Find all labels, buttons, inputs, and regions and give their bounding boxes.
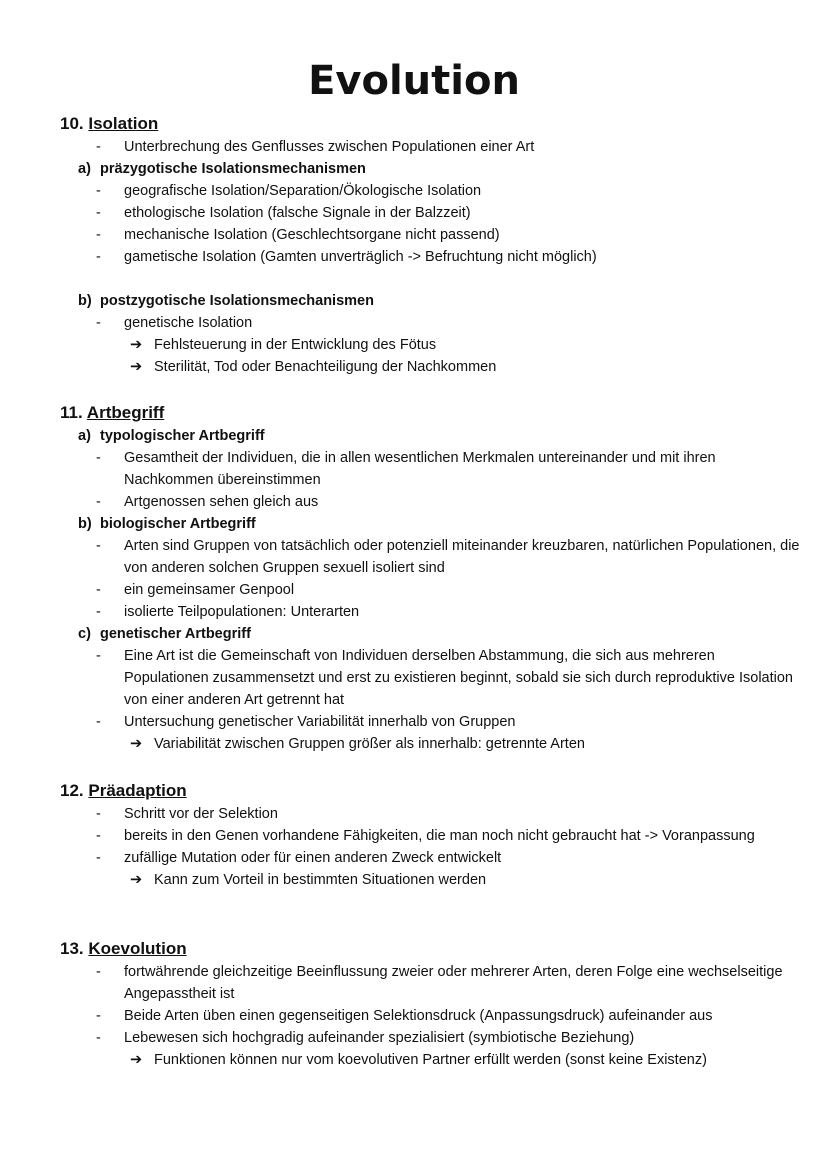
section-number: 10. [60, 114, 84, 133]
section-number: 11. [60, 403, 83, 422]
list-item: - Artgenossen sehen gleich aus [96, 494, 319, 510]
subsection-heading: b) biologischer Artbegriff [78, 516, 256, 532]
subsection-heading: c) genetischer Artbegriff [78, 626, 251, 642]
arrow-item: ➔ Fehlsteuerung in der Entwicklung des Fötus [154, 334, 800, 356]
list-item: - mechanische Isolation (Geschlechtsorgane nicht passend) [96, 227, 500, 243]
section-number: 12. [60, 781, 84, 800]
list-item: - geografische Isolation/Separation/Ökologische Isolation [96, 183, 482, 199]
section-name: Präadaption [88, 781, 187, 800]
section-number: 13. [60, 939, 84, 958]
list-item: - zufällige Mutation oder für einen anderen Zweck entwickelt [96, 850, 502, 866]
list-item: - fortwährende gleichzeitige Beeinflussung zweier oder mehrerer Arten, deren Folge eine wechselseitige Angepasstheit ist [96, 964, 783, 1002]
arrow-item: ➔ Funktionen können nur vom koevolutiven Partner erfüllt werden (sonst keine Existenz) [154, 1049, 800, 1071]
list-item: - Gesamtheit der Individuen, die in allen wesentlichen Merkmalen untereinander und mit ihren Nachkommen übereinstimmen [96, 450, 716, 488]
section-heading [60, 779, 800, 803]
section-isolation [60, 112, 800, 378]
list-item: - Lebewesen sich hochgradig aufeinander spezialisiert (symbiotische Beziehung) [96, 1030, 635, 1046]
list-item: - ein gemeinsamer Genpool [96, 582, 295, 598]
right-arrow-icon: ➔ [130, 337, 143, 353]
section-koevolution [60, 937, 800, 1071]
section-name: Artbegriff [86, 403, 165, 422]
page-title: Evolution [308, 58, 520, 104]
right-arrow-icon: ➔ [130, 872, 143, 888]
list-item: - Unterbrechung des Genflusses zwischen Populationen einer Art [96, 139, 535, 155]
list-item: - ethologische Isolation (falsche Signale in der Balzzeit) [96, 205, 471, 221]
list-item: - Untersuchung genetischer Variabilität innerhalb von Gruppen [96, 714, 516, 730]
list-item: - isolierte Teilpopulationen: Unterarten [96, 604, 360, 620]
subsection-heading: b) postzygotische Isolationsmechanismen [78, 293, 374, 309]
section-name: Isolation [88, 114, 159, 133]
list-item: - Eine Art ist die Gemeinschaft von Individuen derselben Abstammung, die sich aus mehreren Populationen zusammensetzt und erst zu existieren beginnt, sobald sie sich durch reproduktive Isolation von einer anderen Art getrennt hat [96, 648, 793, 708]
subsection-heading: a) präzygotische Isolationsmechanismen [78, 161, 366, 177]
section-praeadaption [60, 779, 800, 891]
list-item: - Schritt vor der Selektion [96, 806, 278, 822]
arrow-item: ➔ Variabilität zwischen Gruppen größer als innerhalb: getrennte Arten [154, 733, 800, 755]
right-arrow-icon: ➔ [130, 736, 143, 752]
section-heading [60, 937, 800, 961]
list-item: - Beide Arten üben einen gegenseitigen Selektionsdruck (Anpassungsdruck) aufeinander aus [96, 1008, 713, 1024]
list-item: - gametische Isolation (Gamten unverträglich -> Befruchtung nicht möglich) [96, 249, 597, 265]
arrow-item: ➔ Sterilität, Tod oder Benachteiligung der Nachkommen [154, 356, 800, 378]
arrow-item: ➔ Kann zum Vorteil in bestimmten Situationen werden [154, 869, 800, 891]
section-heading [60, 112, 800, 136]
list-item: - bereits in den Genen vorhandene Fähigkeiten, die man noch nicht gebraucht hat -> Voranpassung [96, 828, 755, 844]
right-arrow-icon: ➔ [130, 359, 143, 375]
section-name: Koevolution [88, 939, 187, 958]
section-heading [60, 401, 800, 425]
list-item: - Arten sind Gruppen von tatsächlich oder potenziell miteinander kreuzbaren, natürlichen Populationen, die von anderen solchen Gruppen sexuell isoliert sind [96, 538, 800, 576]
list-item: - genetische Isolation [96, 315, 253, 331]
right-arrow-icon: ➔ [130, 1052, 143, 1068]
section-artbegriff [60, 401, 800, 755]
subsection-heading: a) typologischer Artbegriff [78, 428, 265, 444]
